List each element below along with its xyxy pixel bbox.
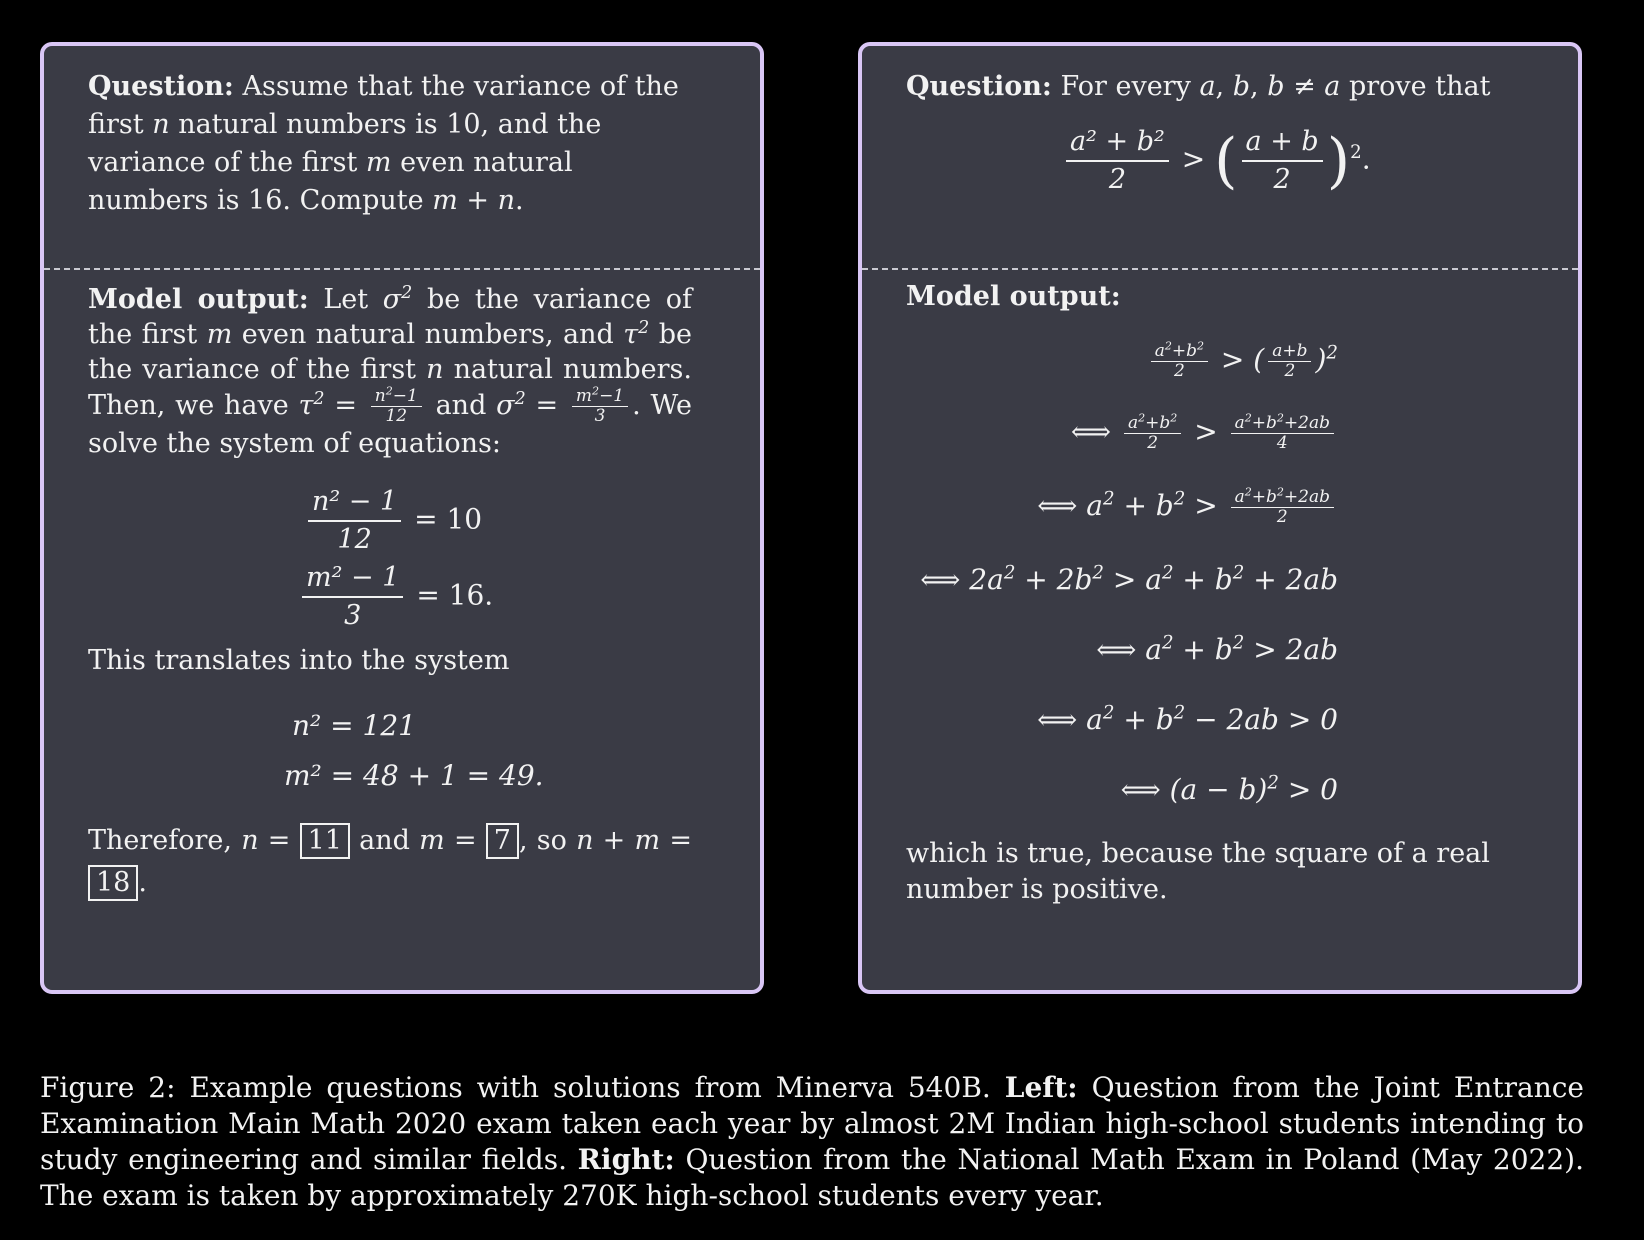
equation-m xyxy=(298,560,493,634)
caption-figure-label: Figure 2: xyxy=(40,1071,176,1104)
caption-left-label: Left: xyxy=(1004,1071,1078,1104)
left-question-text: Assume that the variance of the first n natural numbers is 10, and the variance of the first m even natural numbers is 16. Compute m + n. xyxy=(88,71,679,216)
question-lhs-denominator: 2 xyxy=(1108,164,1126,195)
system-line-2: m² = 48 + 1 = 49. xyxy=(284,759,544,792)
frac-n-numerator: n² − 1 xyxy=(308,484,401,522)
left-divider xyxy=(44,268,760,270)
translate-text: This translates into the system xyxy=(88,645,510,676)
question-rhs-numerator: a + b xyxy=(1242,124,1323,162)
step-7: ⟺ $(a - b)^2 > 0$ xyxy=(1120,772,1338,806)
right-question xyxy=(906,68,1490,106)
frac-n-denominator: 12 xyxy=(337,524,372,555)
right-divider xyxy=(862,268,1578,270)
left-question xyxy=(88,68,688,220)
output-text: and xyxy=(359,825,410,856)
m-answer-box: 7 xyxy=(486,823,519,859)
output-text: Therefore, xyxy=(88,825,232,856)
question-inequality: $\frac{\text{a² + b²}}{2}$ > ( $\frac{a + b}{2}$ )$^2$. xyxy=(1062,124,1371,198)
left-conclusion: Therefore, n = 11 and m = 7 , so n + m = 18 . xyxy=(88,820,692,904)
right-model-output-label: Model output: xyxy=(906,281,1121,312)
output-text: be the variance of the first xyxy=(88,284,692,350)
left-model-output: Model output: Let $\sigma^2$ be the variance of the first m even natural numbers, and $\tau^2$ be the variance of the first n natural numbers. Then, we have $\tau^2$ = $\frac{n^2-1}{12}$ and $\sigma^2$ = $\frac{m^2-1}{3}$ . We solve the system of equations: xyxy=(88,283,693,459)
question-rhs-denominator: 2 xyxy=(1273,164,1291,195)
equation-n-rhs: = 10 xyxy=(414,502,483,536)
caption-left-text: Question from the Joint Entrance Examination Main Math 2020 exam taken each year by almost 2M Indian high-school students intending to study engineering and similar fields. xyxy=(40,1071,1584,1176)
caption-right-label: Right: xyxy=(577,1143,675,1176)
right-conclusion: which is true, because the square of a real number is positive. xyxy=(906,838,1490,905)
right-question-text: For every a, b, b ≠ a prove that xyxy=(1060,71,1491,102)
n-answer-box: 11 xyxy=(300,823,350,859)
frac-m-numerator: m² − 1 xyxy=(302,560,403,598)
caption-main: Example questions with solutions from Minerva 540B. xyxy=(189,1071,991,1104)
output-text: even natural numbers, and xyxy=(241,319,614,350)
left-question-label: Question: xyxy=(88,71,234,102)
step-6: ⟺ $a^2 + b^2 - 2ab > 0$ xyxy=(1037,702,1338,736)
output-text: natural numbers. Then, we have xyxy=(88,354,692,421)
step-5: ⟺ $a^2 + b^2 > 2ab$ xyxy=(1096,632,1338,666)
figure-caption xyxy=(40,1070,1584,1214)
question-lhs-numerator: a² + b² xyxy=(1066,124,1169,162)
caption-right-text: Question from the National Math Exam in Poland (May 2022). The exam is taken by approximately 270K high-school students every year. xyxy=(40,1143,1585,1212)
equation-m-rhs: = 16. xyxy=(416,578,494,612)
step-2: ⟺ $\frac{a^2+b^2}{2}$ > $\frac{a^2+b^2+2ab}{4}$ xyxy=(1071,412,1338,453)
right-question-label: Question: xyxy=(906,71,1052,102)
sum-answer-box: 18 xyxy=(88,865,138,901)
output-text: , so xyxy=(518,825,567,856)
step-3: ⟺ $a^2 + b^2$ > $\frac{a^2+b^2+2ab}{2}$ xyxy=(1037,486,1338,527)
system-line-1: n² = 121 xyxy=(292,709,416,742)
left-example-card xyxy=(40,42,764,994)
step-4: ⟺ $2a^2 + 2b^2 > a^2 + b^2 + 2ab$ xyxy=(920,562,1338,596)
output-text: Let xyxy=(323,284,369,315)
frac-m-denominator: 3 xyxy=(344,600,362,631)
left-model-output-label: Model output: xyxy=(88,284,309,315)
output-text: . We solve the system of equations: xyxy=(88,390,693,459)
output-text: be the variance of the first xyxy=(88,319,692,385)
step-1: $\frac{a^2+b^2}{2}$ > ( $\frac{a+b}{2}$ )$^2$ xyxy=(1147,340,1338,381)
output-text: and xyxy=(435,390,487,421)
equation-n xyxy=(304,484,482,558)
right-example-card xyxy=(858,42,1582,994)
